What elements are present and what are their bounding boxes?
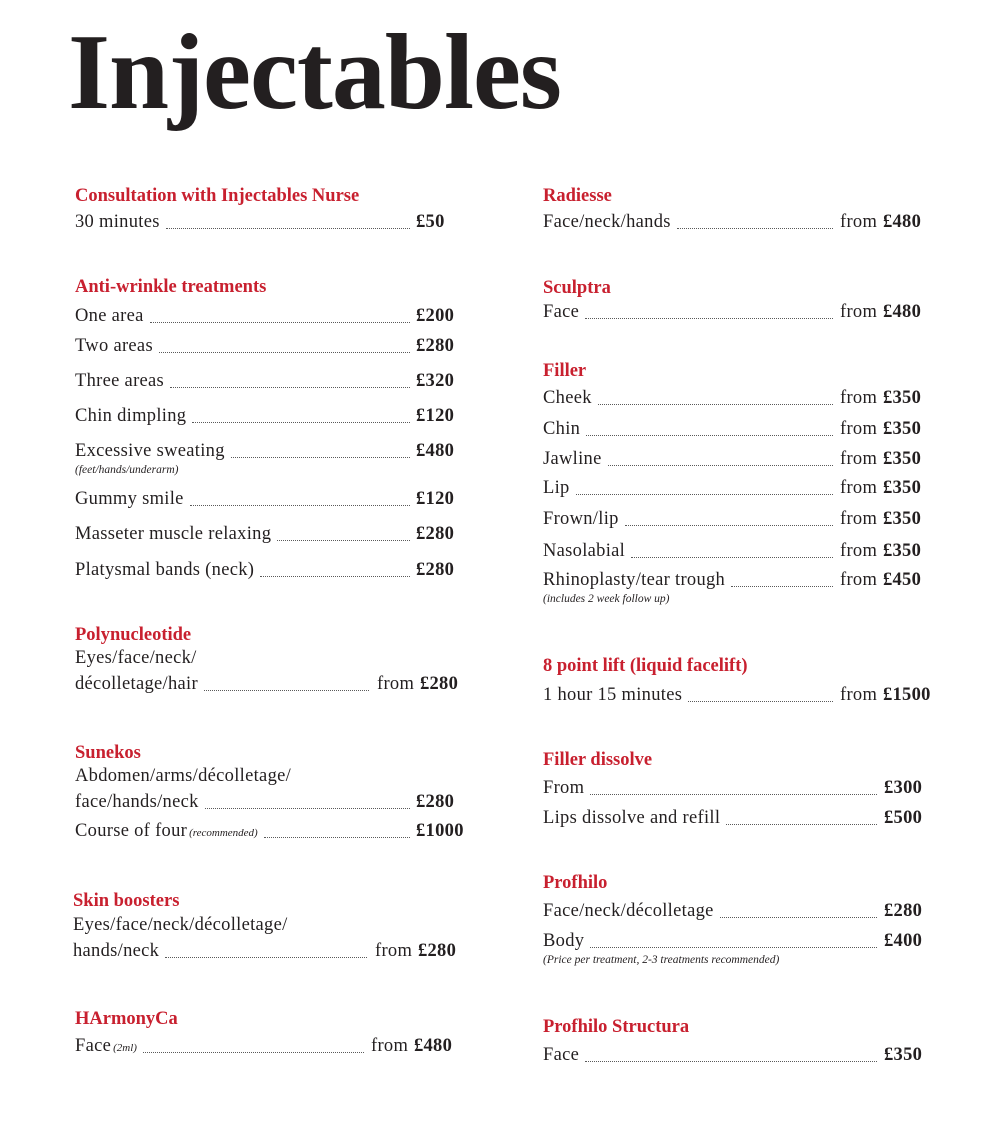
price-prefix: from xyxy=(840,570,878,590)
item-inline-note: (recommended) xyxy=(189,827,258,839)
item-label xyxy=(543,682,682,708)
price-row xyxy=(73,915,473,964)
item-price: £200 xyxy=(416,306,455,326)
item-price: £280 xyxy=(416,792,455,812)
item-label-text: Cheek xyxy=(543,388,592,408)
section-heading: Filler xyxy=(543,361,587,381)
price-row xyxy=(543,928,943,966)
item-label-text: Face xyxy=(543,302,580,322)
section-heading: Consultation with Injectables Nurse xyxy=(75,186,360,206)
item-price: £450 xyxy=(882,570,922,590)
item-label-text: Frown/lip xyxy=(543,509,619,529)
price-row xyxy=(75,648,475,697)
item-label-text: Masseter muscle relaxing xyxy=(75,524,272,544)
item-label-text: Body xyxy=(543,931,585,951)
item-price: £350 xyxy=(882,419,922,439)
item-price: £350 xyxy=(882,509,922,529)
item-price: £500 xyxy=(884,808,923,828)
item-label-text: Rhinoplasty/tear trough xyxy=(543,570,726,590)
dot-leader xyxy=(264,837,410,838)
price-row xyxy=(75,438,475,476)
item-label-text: Face/neck/hands xyxy=(543,212,671,232)
price-row xyxy=(75,557,475,583)
item-label-text: décolletage/hair xyxy=(75,674,198,694)
item-label-text: Face/neck/décolletage xyxy=(543,901,714,921)
dot-leader xyxy=(165,957,367,958)
item-price: £1500 xyxy=(882,685,931,705)
price-row xyxy=(75,818,475,844)
item-label-text: 30 minutes xyxy=(75,212,160,232)
item-price: £120 xyxy=(416,406,455,426)
item-label xyxy=(75,557,254,583)
item-price: £1000 xyxy=(416,821,464,841)
item-label-text: face/hands/neck xyxy=(75,792,199,812)
item-label xyxy=(543,775,584,801)
item-label-text: Three areas xyxy=(75,371,165,391)
item-price: £280 xyxy=(417,941,457,961)
item-label xyxy=(543,416,580,442)
item-label-text: Gummy smile xyxy=(75,489,184,509)
price-row xyxy=(75,368,475,394)
dot-leader xyxy=(625,525,833,526)
item-label-text: Face xyxy=(543,1045,580,1065)
price-prefix: from xyxy=(840,509,878,529)
price-row xyxy=(543,567,943,605)
item-inline-note: (2ml) xyxy=(113,1042,137,1054)
dot-leader xyxy=(585,1061,877,1062)
section-heading: Profhilo xyxy=(543,873,608,893)
price-row xyxy=(543,1042,943,1068)
price-prefix: from xyxy=(840,685,878,705)
page-title: Injectables xyxy=(68,13,561,132)
price-row xyxy=(543,682,943,708)
item-price: £320 xyxy=(416,371,455,391)
price-prefix: from xyxy=(840,212,878,232)
item-label-text: Chin xyxy=(543,419,581,439)
dot-leader xyxy=(731,586,833,587)
item-label xyxy=(543,506,619,532)
item-label xyxy=(543,1042,579,1068)
price-row xyxy=(543,805,943,831)
price-prefix: from xyxy=(375,941,413,961)
section-heading: Sunekos xyxy=(75,743,141,763)
dot-leader xyxy=(159,352,410,353)
item-label xyxy=(75,521,271,547)
price-row xyxy=(543,775,943,801)
item-price: £480 xyxy=(882,212,922,232)
price-row xyxy=(75,766,475,815)
item-price: £280 xyxy=(416,560,455,580)
dot-leader xyxy=(204,690,369,691)
section-heading: Polynucleotide xyxy=(75,625,192,645)
dot-leader xyxy=(598,404,833,405)
item-label-text: Two areas xyxy=(75,336,153,356)
price-prefix: from xyxy=(840,541,878,561)
item-label xyxy=(543,567,725,593)
dot-leader xyxy=(585,318,833,319)
item-label xyxy=(75,438,225,464)
price-row xyxy=(75,521,475,547)
dot-leader xyxy=(726,824,877,825)
dot-leader xyxy=(277,540,410,541)
section-heading: Profhilo Structura xyxy=(543,1017,690,1037)
price-row xyxy=(75,303,475,329)
item-label xyxy=(75,333,153,359)
price-row xyxy=(543,538,943,564)
item-price: £280 xyxy=(416,524,455,544)
item-price: £280 xyxy=(419,674,459,694)
price-row xyxy=(75,333,475,359)
price-row xyxy=(543,446,943,472)
item-label-text: Lip xyxy=(543,478,570,498)
price-row xyxy=(543,209,943,235)
section-heading: Skin boosters xyxy=(73,891,180,911)
item-price: £350 xyxy=(882,449,922,469)
item-label xyxy=(73,938,159,964)
item-label-text: Nasolabial xyxy=(543,541,626,561)
item-label xyxy=(543,475,570,501)
item-price: £280 xyxy=(416,336,455,356)
section-heading: HArmonyCa xyxy=(75,1009,178,1029)
dot-leader xyxy=(586,435,833,436)
item-label xyxy=(543,299,579,325)
price-row xyxy=(75,1033,475,1059)
price-prefix: from xyxy=(840,302,878,322)
item-price: £480 xyxy=(882,302,922,322)
item-label xyxy=(75,368,164,394)
price-row xyxy=(543,416,943,442)
item-label xyxy=(75,1033,137,1061)
item-label-text: 1 hour 15 minutes xyxy=(543,685,683,705)
item-label-text: Jawline xyxy=(543,449,602,469)
dot-leader xyxy=(677,228,833,229)
item-label xyxy=(543,446,602,472)
item-label-text: hands/neck xyxy=(73,941,160,961)
price-row xyxy=(543,385,943,411)
price-row xyxy=(543,299,943,325)
item-price: £350 xyxy=(882,478,922,498)
dot-leader xyxy=(688,701,833,702)
item-note: (feet/hands/underarm) xyxy=(75,464,179,476)
dot-leader xyxy=(150,322,410,323)
dot-leader xyxy=(631,557,833,558)
price-row xyxy=(543,475,943,501)
item-label-line1: Abdomen/arms/décolletage/ xyxy=(75,766,292,786)
item-price: £480 xyxy=(416,441,455,461)
section-heading: 8 point lift (liquid facelift) xyxy=(543,656,748,676)
price-row xyxy=(75,403,475,429)
item-note: (Price per treatment, 2-3 treatments recommended) xyxy=(543,954,780,966)
dot-leader xyxy=(170,387,410,388)
item-label-text: Face xyxy=(75,1036,112,1056)
price-row xyxy=(75,486,475,512)
item-price: £50 xyxy=(416,212,445,232)
dot-leader xyxy=(205,808,410,809)
item-label-text: Lips dissolve and refill xyxy=(543,808,721,828)
item-label xyxy=(75,403,186,429)
item-label xyxy=(543,805,720,831)
item-label xyxy=(75,818,258,846)
item-price: £350 xyxy=(884,1045,923,1065)
item-price: £400 xyxy=(884,931,923,951)
dot-leader xyxy=(231,457,410,458)
dot-leader xyxy=(190,505,410,506)
item-label xyxy=(543,898,714,924)
item-label xyxy=(75,671,198,697)
section-heading: Filler dissolve xyxy=(543,750,653,770)
item-label-text: From xyxy=(543,778,585,798)
item-price: £280 xyxy=(884,901,923,921)
price-prefix: from xyxy=(840,419,878,439)
item-label-text: Course of four xyxy=(75,821,188,841)
price-row xyxy=(543,506,943,532)
dot-leader xyxy=(192,422,410,423)
dot-leader xyxy=(590,947,877,948)
price-prefix: from xyxy=(377,674,415,694)
item-note: (includes 2 week follow up) xyxy=(543,593,670,605)
dot-leader xyxy=(143,1052,364,1053)
item-label-text: Chin dimpling xyxy=(75,406,187,426)
item-price: £350 xyxy=(882,388,922,408)
price-prefix: from xyxy=(371,1036,409,1056)
item-label xyxy=(543,538,625,564)
dot-leader xyxy=(608,465,833,466)
item-label-text: Excessive sweating xyxy=(75,441,225,461)
price-prefix: from xyxy=(840,388,878,408)
price-row xyxy=(543,898,943,924)
item-label-line1: Eyes/face/neck/décolletage/ xyxy=(73,915,288,935)
item-label xyxy=(75,209,160,235)
section-heading: Radiesse xyxy=(543,186,612,206)
item-label xyxy=(75,789,199,815)
item-price: £120 xyxy=(416,489,455,509)
item-label-line1: Eyes/face/neck/ xyxy=(75,648,197,668)
item-price: £480 xyxy=(413,1036,453,1056)
dot-leader xyxy=(590,794,877,795)
price-prefix: from xyxy=(840,449,878,469)
item-label-text: One area xyxy=(75,306,144,326)
price-prefix: from xyxy=(840,478,878,498)
dot-leader xyxy=(576,494,833,495)
item-price: £300 xyxy=(884,778,923,798)
section-heading: Sculptra xyxy=(543,278,611,298)
item-price: £350 xyxy=(882,541,922,561)
item-label xyxy=(75,303,144,329)
item-label-text: Platysmal bands (neck) xyxy=(75,560,255,580)
item-label xyxy=(543,209,671,235)
dot-leader xyxy=(166,228,410,229)
section-heading: Anti-wrinkle treatments xyxy=(75,277,267,297)
item-label xyxy=(543,385,592,411)
price-row xyxy=(75,209,475,235)
dot-leader xyxy=(720,917,877,918)
item-label xyxy=(543,928,584,954)
item-label xyxy=(75,486,184,512)
dot-leader xyxy=(260,576,410,577)
